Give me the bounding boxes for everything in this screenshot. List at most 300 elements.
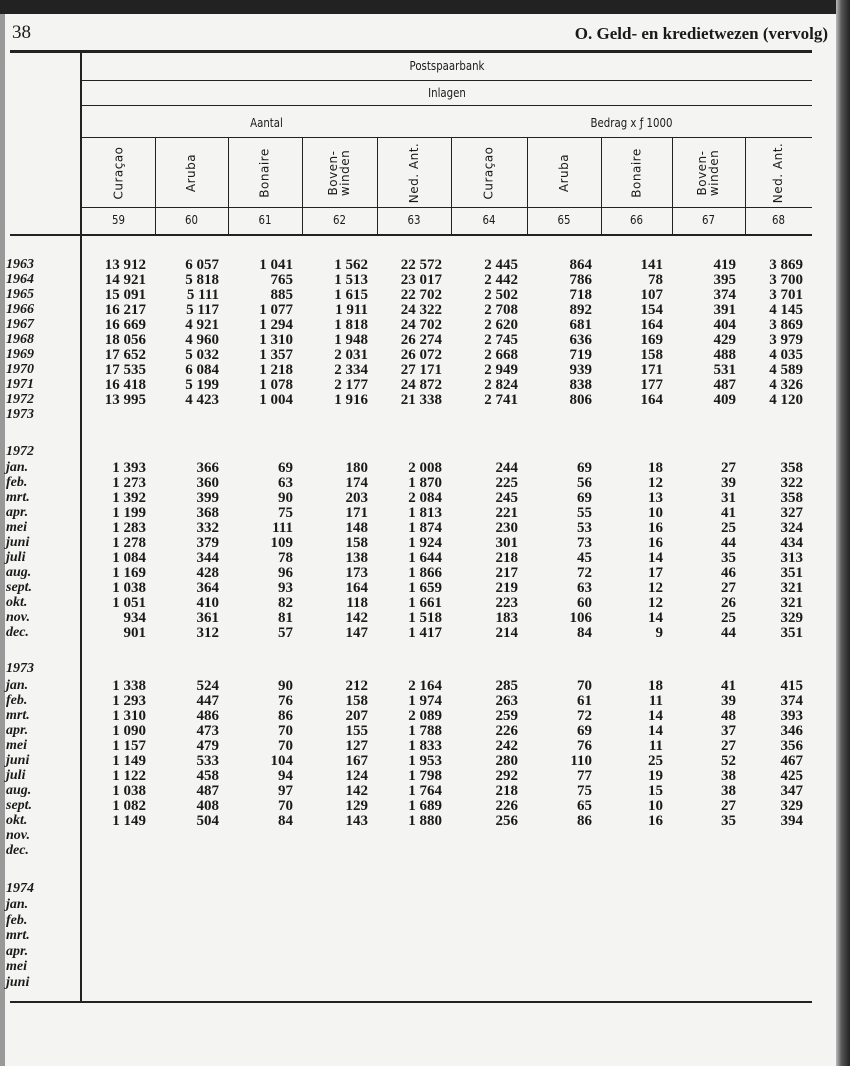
column-header — [672, 138, 745, 207]
table-cell: 533 — [196, 753, 219, 769]
table-cell: 70 — [577, 678, 592, 694]
table-cell: 124 — [345, 768, 368, 784]
table-cell: 329 — [780, 798, 803, 814]
table-cell: 25 — [721, 610, 736, 626]
table-cell: 2 708 — [484, 302, 518, 318]
table-cell: 118 — [346, 595, 368, 611]
column-header-label: Ned. Ant. — [406, 142, 421, 203]
table-cell: 72 — [577, 708, 592, 724]
table-cell: 1 870 — [408, 475, 442, 491]
table-cell: 1 953 — [408, 753, 442, 769]
table-cell: 6 057 — [185, 257, 219, 273]
table-cell: 24 702 — [400, 317, 442, 333]
table-cell: 301 — [495, 535, 518, 551]
table-cell: 183 — [495, 610, 518, 626]
table-cell: 24 322 — [400, 302, 442, 318]
table-cell: 77 — [577, 768, 592, 784]
rule — [82, 105, 812, 106]
row-label: 1965 — [6, 287, 34, 302]
table-cell: 3 869 — [769, 317, 803, 333]
row-label: juli — [6, 550, 26, 565]
section-year-label: 1973 — [6, 661, 34, 676]
table-cell: 313 — [780, 550, 803, 566]
table-cell: 75 — [278, 505, 293, 521]
table-cell: 479 — [196, 738, 219, 754]
table-cell: 4 120 — [769, 392, 803, 408]
table-cell: 1 038 — [112, 580, 146, 596]
table-cell: 13 995 — [104, 392, 146, 408]
table-cell: 2 502 — [484, 287, 518, 303]
table-cell: 17 652 — [104, 347, 146, 363]
table-cell: 244 — [495, 460, 518, 476]
table-cell: 429 — [713, 332, 736, 348]
table-cell: 447 — [196, 693, 219, 709]
table-cell: 1 294 — [259, 317, 293, 333]
table-cell: 415 — [780, 678, 803, 694]
table-cell: 1 948 — [334, 332, 368, 348]
column-header — [82, 138, 155, 207]
table-cell: 292 — [495, 768, 518, 784]
table-cell: 56 — [577, 475, 592, 491]
table-cell: 1 813 — [408, 505, 442, 521]
table-cell: 138 — [345, 550, 368, 566]
column-number: 66 — [630, 213, 643, 227]
table-cell: 1 169 — [112, 565, 146, 581]
row-label: okt. — [6, 813, 28, 828]
table-cell: 223 — [495, 595, 518, 611]
table-cell: 5 032 — [185, 347, 219, 363]
header-bottom-rule — [10, 234, 812, 236]
table-cell: 2 741 — [484, 392, 518, 408]
table-cell: 27 — [721, 738, 736, 754]
row-label: dec. — [6, 625, 29, 640]
row-label: apr. — [6, 505, 29, 520]
table-cell: 60 — [577, 595, 592, 611]
table-cell: 351 — [780, 565, 803, 581]
table-cell: 1 278 — [112, 535, 146, 551]
table-cell: 1 338 — [112, 678, 146, 694]
table-cell: 285 — [495, 678, 518, 694]
table-cell: 1 874 — [408, 520, 442, 536]
table-cell: 419 — [713, 257, 736, 273]
table-cell: 356 — [780, 738, 803, 754]
section-year-label: 1972 — [6, 444, 34, 459]
table-cell: 22 702 — [400, 287, 442, 303]
table-cell: 280 — [495, 753, 518, 769]
table-cell: 1 764 — [408, 783, 442, 799]
group-aantal: Aantal — [250, 116, 283, 130]
table-cell: 1 924 — [408, 535, 442, 551]
column-header — [601, 138, 672, 207]
table-cell: 395 — [713, 272, 736, 288]
table-cell: 2 824 — [484, 377, 518, 393]
table-cell: 158 — [640, 347, 663, 363]
table-cell: 1 218 — [259, 362, 293, 378]
table-cell: 1 122 — [112, 768, 146, 784]
table-bottom-rule — [10, 1001, 812, 1003]
table-cell: 225 — [495, 475, 518, 491]
table-cell: 15 091 — [104, 287, 146, 303]
table-cell: 142 — [345, 783, 368, 799]
table-cell: 1 661 — [408, 595, 442, 611]
table-cell: 25 — [648, 753, 663, 769]
table-cell: 14 — [648, 610, 663, 626]
table-cell: 408 — [196, 798, 219, 814]
table-cell: 347 — [780, 783, 803, 799]
column-header — [377, 138, 451, 207]
table-title: Postspaarbank — [409, 59, 485, 73]
row-label: sept. — [6, 798, 33, 813]
row-label: feb. — [6, 693, 28, 708]
table-cell: 504 — [196, 813, 219, 829]
table-cell: 1 916 — [334, 392, 368, 408]
table-cell: 391 — [713, 302, 736, 318]
table-cell: 12 — [648, 580, 663, 596]
row-label: 1963 — [6, 257, 34, 272]
table-subtitle: Inlagen — [428, 86, 466, 100]
table-cell: 173 — [345, 565, 368, 581]
table-cell: 69 — [577, 490, 592, 506]
table-cell: 174 — [345, 475, 368, 491]
table-cell: 434 — [780, 535, 803, 551]
table-cell: 177 — [640, 377, 663, 393]
table-cell: 3 979 — [769, 332, 803, 348]
table-cell: 31 — [721, 490, 736, 506]
group-bedrag: Bedrag x ƒ 1000 — [590, 116, 673, 130]
table-cell: 2 177 — [334, 377, 368, 393]
column-header — [527, 138, 601, 207]
table-cell: 374 — [780, 693, 803, 709]
table-cell: 368 — [196, 505, 219, 521]
table-cell: 48 — [721, 708, 736, 724]
row-label: okt. — [6, 595, 28, 610]
table-cell: 4 145 — [769, 302, 803, 318]
column-header-label: Aruba — [184, 153, 199, 192]
table-cell: 86 — [278, 708, 293, 724]
row-label: 1967 — [6, 317, 34, 332]
table-cell: 81 — [278, 610, 293, 626]
row-label: apr. — [6, 723, 29, 738]
table-cell: 2 668 — [484, 347, 518, 363]
table-cell: 4 326 — [769, 377, 803, 393]
table-cell: 226 — [495, 723, 518, 739]
row-label: juli — [6, 768, 26, 783]
table-cell: 364 — [196, 580, 219, 596]
table-cell: 324 — [780, 520, 803, 536]
column-number: 64 — [482, 213, 496, 227]
row-label: 1971 — [6, 377, 34, 392]
column-header — [745, 138, 812, 207]
table-cell: 1 518 — [408, 610, 442, 626]
table-cell: 1 659 — [408, 580, 442, 596]
table-cell: 393 — [780, 708, 803, 724]
table-cell: 4 423 — [185, 392, 219, 408]
table-cell: 41 — [721, 678, 736, 694]
table-cell: 158 — [345, 693, 368, 709]
table-cell: 346 — [780, 723, 803, 739]
table-cell: 321 — [780, 580, 803, 596]
column-header-label: Boven- winden — [326, 149, 353, 196]
column-number: 68 — [772, 213, 785, 227]
table-cell: 361 — [196, 610, 219, 626]
table-cell: 38 — [721, 783, 736, 799]
table-cell: 207 — [345, 708, 368, 724]
table-cell: 473 — [196, 723, 219, 739]
table-cell: 35 — [721, 550, 736, 566]
table-cell: 1 090 — [112, 723, 146, 739]
column-header-label: Curaçao — [111, 145, 126, 200]
table-cell: 4 921 — [185, 317, 219, 333]
table-cell: 18 — [648, 678, 663, 694]
table-cell: 212 — [345, 678, 368, 694]
table-cell: 681 — [569, 317, 592, 333]
table-cell: 329 — [780, 610, 803, 626]
table-cell: 1 004 — [259, 392, 293, 408]
table-cell: 5 117 — [186, 302, 219, 318]
table-cell: 24 872 — [400, 377, 442, 393]
row-label: 1973 — [6, 407, 34, 422]
table-cell: 1 798 — [408, 768, 442, 784]
table-cell: 164 — [640, 392, 663, 408]
table-cell: 1 818 — [334, 317, 368, 333]
table-cell: 14 — [648, 708, 663, 724]
row-label: nov. — [6, 610, 30, 625]
table-cell: 16 — [648, 520, 663, 536]
table-cell: 2 164 — [408, 678, 442, 694]
table-cell: 111 — [272, 520, 293, 536]
column-header-label: Bonaire — [257, 147, 272, 198]
row-label: aug. — [6, 565, 32, 580]
table-cell: 1 644 — [408, 550, 442, 566]
row-label: 1964 — [6, 272, 34, 287]
table-cell: 5 111 — [186, 287, 219, 303]
table-cell: 5 199 — [185, 377, 219, 393]
table-cell: 360 — [196, 475, 219, 491]
table-cell: 12 — [648, 595, 663, 611]
column-header-label: Boven- winden — [695, 149, 722, 196]
table-cell: 129 — [345, 798, 368, 814]
row-label: feb. — [6, 475, 28, 490]
table-cell: 409 — [713, 392, 736, 408]
table-cell: 141 — [640, 257, 663, 273]
table-cell: 107 — [640, 287, 663, 303]
row-label: jan. — [6, 678, 29, 693]
table-cell: 14 — [648, 723, 663, 739]
table-cell: 892 — [569, 302, 592, 318]
rule — [82, 207, 812, 208]
table-cell: 26 — [721, 595, 736, 611]
table-cell: 2 949 — [484, 362, 518, 378]
row-label: mrt. — [6, 490, 30, 505]
table-cell: 1 310 — [112, 708, 146, 724]
table-cell: 9 — [655, 625, 663, 641]
table-cell: 806 — [569, 392, 592, 408]
table-cell: 90 — [278, 490, 293, 506]
table-cell: 217 — [495, 565, 518, 581]
table-cell: 838 — [569, 377, 592, 393]
table-cell: 218 — [495, 783, 518, 799]
table-cell: 26 274 — [400, 332, 442, 348]
table-cell: 1 283 — [112, 520, 146, 536]
table-cell: 164 — [640, 317, 663, 333]
table-cell: 2 334 — [334, 362, 368, 378]
table-cell: 2 008 — [408, 460, 442, 476]
table-cell: 72 — [577, 565, 592, 581]
table-cell: 164 — [345, 580, 368, 596]
table-cell: 38 — [721, 768, 736, 784]
table-cell: 256 — [495, 813, 518, 829]
table-cell: 25 — [721, 520, 736, 536]
table-cell: 487 — [196, 783, 219, 799]
table-cell: 15 — [648, 783, 663, 799]
column-number: 63 — [407, 213, 421, 227]
table-cell: 17 — [648, 565, 663, 581]
table-cell: 344 — [196, 550, 219, 566]
table-cell: 11 — [648, 693, 663, 709]
table-cell: 1 513 — [334, 272, 368, 288]
table-cell: 1 911 — [335, 302, 368, 318]
table-cell: 27 — [721, 580, 736, 596]
table-cell: 1 615 — [334, 287, 368, 303]
table-cell: 70 — [278, 738, 293, 754]
table-cell: 78 — [278, 550, 293, 566]
table-cell: 167 — [345, 753, 368, 769]
table-cell: 2 745 — [484, 332, 518, 348]
table-cell: 27 171 — [400, 362, 442, 378]
table-cell: 148 — [345, 520, 368, 536]
table-cell: 23 017 — [400, 272, 442, 288]
table-cell: 169 — [640, 332, 663, 348]
table-cell: 35 — [721, 813, 736, 829]
table-cell: 221 — [495, 505, 518, 521]
column-header-label: Aruba — [557, 153, 571, 192]
row-label: juni — [6, 753, 30, 768]
table-cell: 76 — [577, 738, 592, 754]
column-header-label: Bonaire — [629, 147, 644, 198]
table-cell: 1 157 — [112, 738, 146, 754]
row-label: sept. — [6, 580, 33, 595]
row-label: 1969 — [6, 347, 34, 362]
table-cell: 2 084 — [408, 490, 442, 506]
table-cell: 719 — [569, 347, 592, 363]
table-cell: 2 445 — [484, 257, 518, 273]
table-cell: 4 960 — [185, 332, 219, 348]
table-cell: 399 — [196, 490, 219, 506]
table-cell: 78 — [648, 272, 663, 288]
table-cell: 5 818 — [185, 272, 219, 288]
table-cell: 242 — [495, 738, 518, 754]
table-cell: 1 149 — [112, 813, 146, 829]
table-cell: 864 — [569, 257, 592, 273]
row-label: feb. — [6, 912, 28, 928]
table-cell: 467 — [780, 753, 803, 769]
row-label: mrt. — [6, 708, 30, 723]
table-cell: 219 — [495, 580, 518, 596]
table-cell: 321 — [780, 595, 803, 611]
table-cell: 17 535 — [104, 362, 146, 378]
table-cell: 52 — [721, 753, 736, 769]
table-cell: 1 974 — [408, 693, 442, 709]
table-cell: 2 089 — [408, 708, 442, 724]
row-label: jan. — [6, 460, 29, 475]
table-cell: 86 — [577, 813, 592, 829]
table-cell: 3 701 — [769, 287, 803, 303]
row-label: aug. — [6, 783, 32, 798]
table-cell: 27 — [721, 798, 736, 814]
table-cell: 127 — [345, 738, 368, 754]
table-cell: 180 — [345, 460, 368, 476]
table-cell: 37 — [721, 723, 736, 739]
table-cell: 39 — [721, 475, 736, 491]
table-cell: 327 — [780, 505, 803, 521]
running-head: O. Geld- en kredietwezen (vervolg) — [574, 24, 828, 43]
table-top-rule — [10, 50, 812, 53]
table-cell: 6 084 — [185, 362, 219, 378]
row-label: dec. — [6, 843, 29, 858]
table-cell: 84 — [577, 625, 592, 641]
table-cell: 939 — [569, 362, 592, 378]
table-cell: 106 — [569, 610, 592, 626]
table-cell: 44 — [721, 535, 736, 551]
table-cell: 26 072 — [400, 347, 442, 363]
column-number: 67 — [702, 213, 715, 227]
table-cell: 55 — [577, 505, 592, 521]
table-cell: 104 — [270, 753, 293, 769]
table-cell: 410 — [196, 595, 219, 611]
row-label: mrt. — [6, 928, 30, 944]
table-cell: 394 — [780, 813, 803, 829]
table-cell: 1 866 — [408, 565, 442, 581]
table-cell: 18 056 — [104, 332, 146, 348]
table-cell: 4 589 — [769, 362, 803, 378]
table-cell: 147 — [345, 625, 368, 641]
table-cell: 61 — [577, 693, 592, 709]
table-cell: 312 — [196, 625, 219, 641]
table-cell: 73 — [577, 535, 592, 551]
table-cell: 765 — [270, 272, 293, 288]
row-label: 1970 — [6, 362, 34, 377]
table-cell: 1 084 — [112, 550, 146, 566]
table-cell: 458 — [196, 768, 219, 784]
table-cell: 374 — [713, 287, 736, 303]
section-year-label: 1974 — [6, 881, 34, 896]
table-cell: 16 669 — [104, 317, 146, 333]
table-cell: 13 912 — [104, 257, 146, 273]
table-cell: 531 — [713, 362, 736, 378]
table-cell: 142 — [345, 610, 368, 626]
table-cell: 885 — [270, 287, 293, 303]
table-cell: 63 — [577, 580, 592, 596]
page-number: 38 — [12, 22, 31, 43]
column-header — [155, 138, 228, 207]
table-cell: 259 — [495, 708, 518, 724]
table-cell: 487 — [713, 377, 736, 393]
row-label: nov. — [6, 828, 30, 843]
table-cell: 1 357 — [259, 347, 293, 363]
column-number: 60 — [185, 213, 198, 227]
table-cell: 1 393 — [112, 460, 146, 476]
table-cell: 214 — [495, 625, 518, 641]
scan-left-edge — [0, 14, 5, 1066]
column-header-label: Ned. Ant. — [771, 142, 786, 203]
table-cell: 1 051 — [112, 595, 146, 611]
table-cell: 786 — [569, 272, 592, 288]
table-cell: 2 031 — [334, 347, 368, 363]
column-number: 62 — [333, 213, 346, 227]
table-cell: 351 — [780, 625, 803, 641]
rule — [82, 80, 812, 81]
table-cell: 14 921 — [104, 272, 146, 288]
